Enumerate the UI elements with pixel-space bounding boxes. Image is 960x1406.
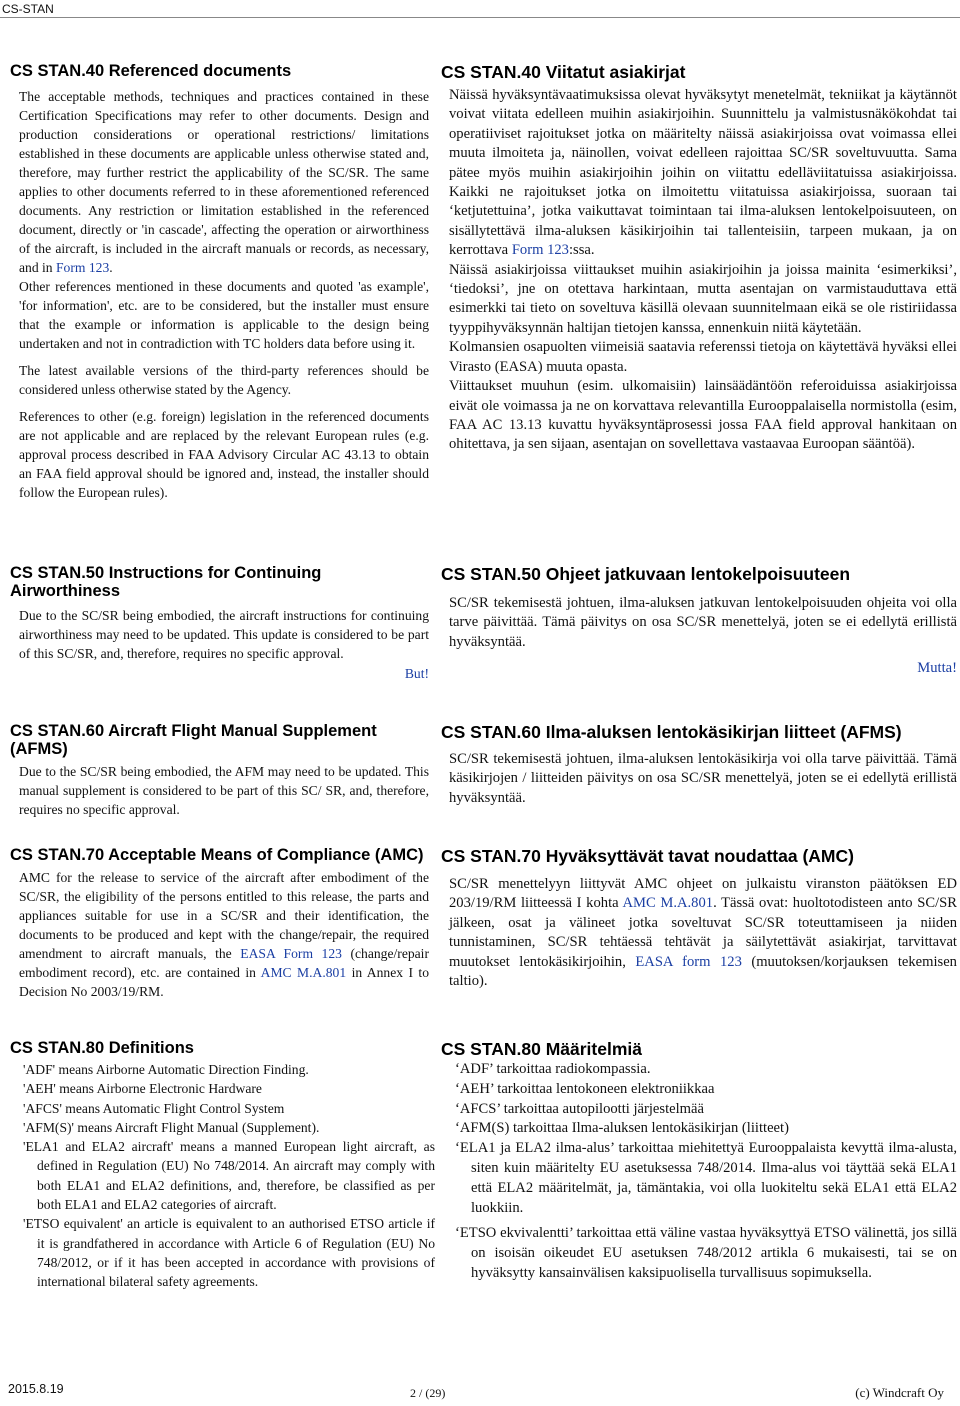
paragraph: Due to the SC/SR being embodied, the aircraft instructions for continuing airworthiness may need to be updated. This update is considered to be part of this SC/SR, and, therefore, requires no specific approval. bbox=[19, 608, 429, 661]
section-40-en bbox=[10, 62, 435, 502]
section-70-en bbox=[10, 846, 435, 1001]
list-item: ‘ELA1 ja ELA2 ilma-alus’ tarkoittaa miehitettyä Eurooppalaista kevyttä ilma-alusta, siten kuin määritelty EU asetuksessa 748/2014. Ilma-alus voi täyttää sekä ELA1 että ELA2 määritelmät, ja, tämäntakia, voi olla luokiteltu sekä ELA1 että ELA2 luokkiin. bbox=[455, 1140, 957, 1216]
form-123-link[interactable]: Form 123 bbox=[56, 260, 110, 275]
definitions-list bbox=[10, 1060, 435, 1292]
section-60-en bbox=[10, 722, 435, 819]
list-item: ‘ETSO ekvivalentti’ tarkoittaa että väline vastaa hyväksyttyä ETSO välinettä, jos sillä on isoisän oikeudet EU asetuksen 748/2012 artikla 6 mukaisesti, tai se on hyväksytty kansainvälisen kaksipuolisella turvallisuus sopimuksella. bbox=[455, 1225, 957, 1281]
list-item: ‘AEH’ tarkoittaa lentokoneen elektroniikkaa bbox=[455, 1080, 715, 1097]
section-80-en bbox=[10, 1039, 435, 1292]
paragraph: Due to the SC/SR being embodied, the AFM may need to be updated. This manual supplement is considered to be part of this SC/ SR, and, therefore, requires no specific approval. bbox=[19, 764, 429, 817]
section-60-fi bbox=[441, 722, 957, 808]
page-number: 2 / (29) bbox=[410, 1386, 446, 1400]
section-40-fi bbox=[441, 62, 957, 455]
section-title: CS STAN.80 Definitions bbox=[10, 1039, 194, 1057]
list-item: 'AEH' means Airborne Electronic Hardware bbox=[23, 1081, 262, 1097]
section-title: CS STAN.50 Ohjeet jatkuvaan lentokelpoisuuteen bbox=[441, 564, 851, 584]
list-item: ‘AFCS’ tarkoittaa autopilootti järjestelmää bbox=[455, 1100, 704, 1117]
paragraph: AMC for the release to service of the aircraft after embodiment of the SC/SR, the eligibility of the persons entitled to this release, the parts and appliances suitable for use in a SC/SR and their identification, the documents to be produced and kept with the change/repair, the required amendment to aircraft manuals, the EASA Form 123 (change/repair embodiment record), etc. are contained in AMC M.A.801 in Annex I to Decision No 2003/19/RM. bbox=[19, 870, 429, 999]
continuation-marker: Mutta! bbox=[917, 660, 957, 677]
list-item: 'ETSO equivalent' an article is equivalent to an authorised ETSO article if it is grandfathered in accordance with Article 6 of Regulation (EU) No 748/2012, or if it has been accepted in accordance with provisions of international bilateral safety agreements. bbox=[23, 1216, 435, 1290]
section-50-fi bbox=[441, 564, 957, 677]
definitions-list bbox=[441, 1060, 957, 1284]
paragraph: SC/SR tekemisestä johtuen, ilma-aluksen jatkuvan lentokelpoisuuden ohjeita voi olla tarve päivittää. Tämä päivitys on osa SC/SR menettelyä, joten se ei edellytä erillistä hyväksyntää. bbox=[449, 595, 957, 650]
continuation-marker: But! bbox=[404, 666, 429, 681]
page-header bbox=[0, 0, 960, 22]
footer-date: 2015.8.19 bbox=[8, 1382, 64, 1396]
list-item: 'AFCS' means Automatic Flight Control System bbox=[23, 1100, 285, 1116]
easa-form-123-link[interactable]: EASA form 123 bbox=[635, 953, 742, 970]
amc-ma801-link[interactable]: AMC M.A.801 bbox=[622, 895, 714, 912]
paragraph: Other references mentioned in these documents and quoted 'as example', 'for information', etc. are to be considered, but the installer must ensure that the example or information is applicable to the design being undertaken and not in contradiction with TC holders data before using it. bbox=[19, 279, 429, 351]
paragraph: Näissä hyväksyntävaatimuksissa olevat hyväksytyt menetelmät, tekniikat ja käytännöt voivat viitata edelleen muihin asiakirjoihin. Suunnittelu ja valmistusnäkökohdat tai operatiiviset rajoitukset jotka on määritelty näissä asiakirjoissa ovat voimassa ellei muuta ilmoiteta ja, näinollen, voivat edelleen rajoittaa SC/SR soveltuvuutta. Sama pätee myös muihin asiakirjoihin joihin on viitattu edelläviitatuissa asiakirjoissa. Kaikki ne rajoitukset jotka on ilmoitettu viitatuissa asiakirjoissa, suoraan tai ‘ketjutettuina’, jotka vaikuttavat toimintaan tai ilma-aluksen lentokelpoisuuteen, on sisällytettävä ilma-aluksen käsikirjoihin tai tallenteisiin, tarpeen mukaan, ja on kerrottava Form 123:ssa. bbox=[449, 87, 957, 259]
section-title: CS STAN.70 Acceptable Means of Compliance (AMC) bbox=[10, 846, 424, 864]
list-item: 'ELA1 and ELA2 aircraft' means a manned European light aircraft, as defined in Regulation (EU) No 748/2014. An aircraft may comply with both ELA1 and ELA2 definitions, and, therefore, be classified as per both ELA1 and ELA2 categories of aircraft. bbox=[23, 1139, 435, 1213]
header-title: CS-STAN bbox=[2, 2, 54, 16]
list-item: ‘ADF’ tarkoittaa radiokompassia. bbox=[455, 1061, 651, 1077]
paragraph: Näissä asiakirjoissa viittaukset muihin asiakirjoihin ja joissa mainita ‘esimerkiksi’, ‘tiedoksi’, jne on otettava harkintaan, mutta asentajan on varmistauduttava että esimerkki tai tieto on soveltuva käsillä olevaan suunnitelmaan eikä se ole ristiriidassa tyyppihyväksynnän haltijan tietojen kanssa, ennenkuin niitä käytetään. bbox=[449, 261, 957, 336]
footer-copyright: (c) Windcraft Oy bbox=[855, 1385, 944, 1400]
amc-ma801-link[interactable]: AMC M.A.801 bbox=[260, 965, 347, 980]
section-title: CS STAN.40 Viitatut asiakirjat bbox=[441, 62, 686, 82]
easa-form-123-link[interactable]: EASA Form 123 bbox=[240, 946, 342, 961]
section-title: CS STAN.80 Määritelmiä bbox=[441, 1039, 642, 1059]
paragraph: The latest available versions of the third-party references should be considered unless otherwise stated by the Agency. bbox=[19, 363, 429, 397]
section-title: CS STAN.60 Aircraft Flight Manual Supplement (AFMS) bbox=[10, 722, 377, 758]
section-70-fi bbox=[441, 846, 957, 991]
section-50-en bbox=[10, 564, 435, 682]
list-item: ‘AFM(S) tarkoittaa Ilma-aluksen lentokäsikirjan (liitteet) bbox=[455, 1120, 789, 1137]
paragraph: The acceptable methods, techniques and practices contained in these Certification Specifications may refer to other documents. Design and production considerations or operational restrictions/ limitations established in these documents are applicable unless otherwise stated and, therefore, may further restrict the applicability of the SC/SR. The same applies to other documents referred to in these aforementioned referenced documents. Any restriction or limitation established in the referenced document, directly or 'in cascade', affecting the operation or airworthiness of the aircraft, is included in the aircraft manuals or records, as necessary, and in Form 123. bbox=[19, 89, 429, 275]
paragraph: SC/SR tekemisestä johtuen, ilma-aluksen lentokäsikirja voi olla tarve päivittää. Tämä käsikirjojen / liitteiden päivitys on osa SC/SR menettelyä, joten se ei edellytä erillistä hyväksyntää. bbox=[449, 751, 957, 806]
section-title: CS STAN.60 Ilma-aluksen lentokäsikirjan liitteet (AFMS) bbox=[441, 722, 902, 742]
paragraph: References to other (e.g. foreign) legislation in the referenced documents are not applicable and are replaced by the relevant European rules (e.g. approval process described in FAA Advisory Circular AC 43.13 to obtain an FAA field approval should be ignored and, instead, the installer should follow the European rules). bbox=[19, 409, 429, 500]
list-item: 'ADF' means Airborne Automatic Direction Finding. bbox=[23, 1062, 309, 1077]
paragraph: Viittaukset muuhun (esim. ulkomaisiin) lainsäädäntöön referoiduissa asiakirjoissa eivät ole voimassa ja ne on korvattava relevantilla Eurooppalaisella normistolla (esim, FAA AC 13.13 kuvattu hyväksyntäprosessi jossa FAA field approval hankitaan on ohitettava, ja sen sijaan, asentajan on sovellettava vastaavaa Euroopan sääntöä). bbox=[449, 378, 957, 453]
section-title: CS STAN.70 Hyväksyttävät tavat noudattaa (AMC) bbox=[441, 846, 854, 866]
paragraph: Kolmansien osapuolten viimeisiä saatavia referenssi tietoja on käytettävä hyväksi ellei Virasto (EASA) muuta opasta. bbox=[449, 339, 957, 375]
page-footer bbox=[0, 1380, 960, 1406]
section-title: CS STAN.50 Instructions for Continuing Airworthiness bbox=[10, 564, 322, 600]
section-title: CS STAN.40 Referenced documents bbox=[10, 62, 292, 80]
paragraph: SC/SR menettelyyn liittyvät AMC ohjeet on julkaistu viranston päätöksen ED 203/19/RM liitteessä I kohta AMC M.A.801. Tässä ovat: huoltotodisteen anto SC/SR jälkeen, osat ja välineet jotka soveltuvat SC/SR toteuttamiseen ja niiden tunnistaminen, SC/SR tehtäessä tehtävät ja säilytettävät asiakirjat, tarvittavat muutokset lentokäsikirjoihin, EASA form 123 (muutoksen/korjauksen tekemisen taltio). bbox=[449, 876, 957, 990]
list-item: 'AFM(S)' means Aircraft Flight Manual (Supplement). bbox=[23, 1119, 320, 1135]
header-divider bbox=[0, 17, 960, 18]
section-80-fi bbox=[441, 1039, 957, 1284]
form-123-link[interactable]: Form 123 bbox=[511, 242, 569, 259]
